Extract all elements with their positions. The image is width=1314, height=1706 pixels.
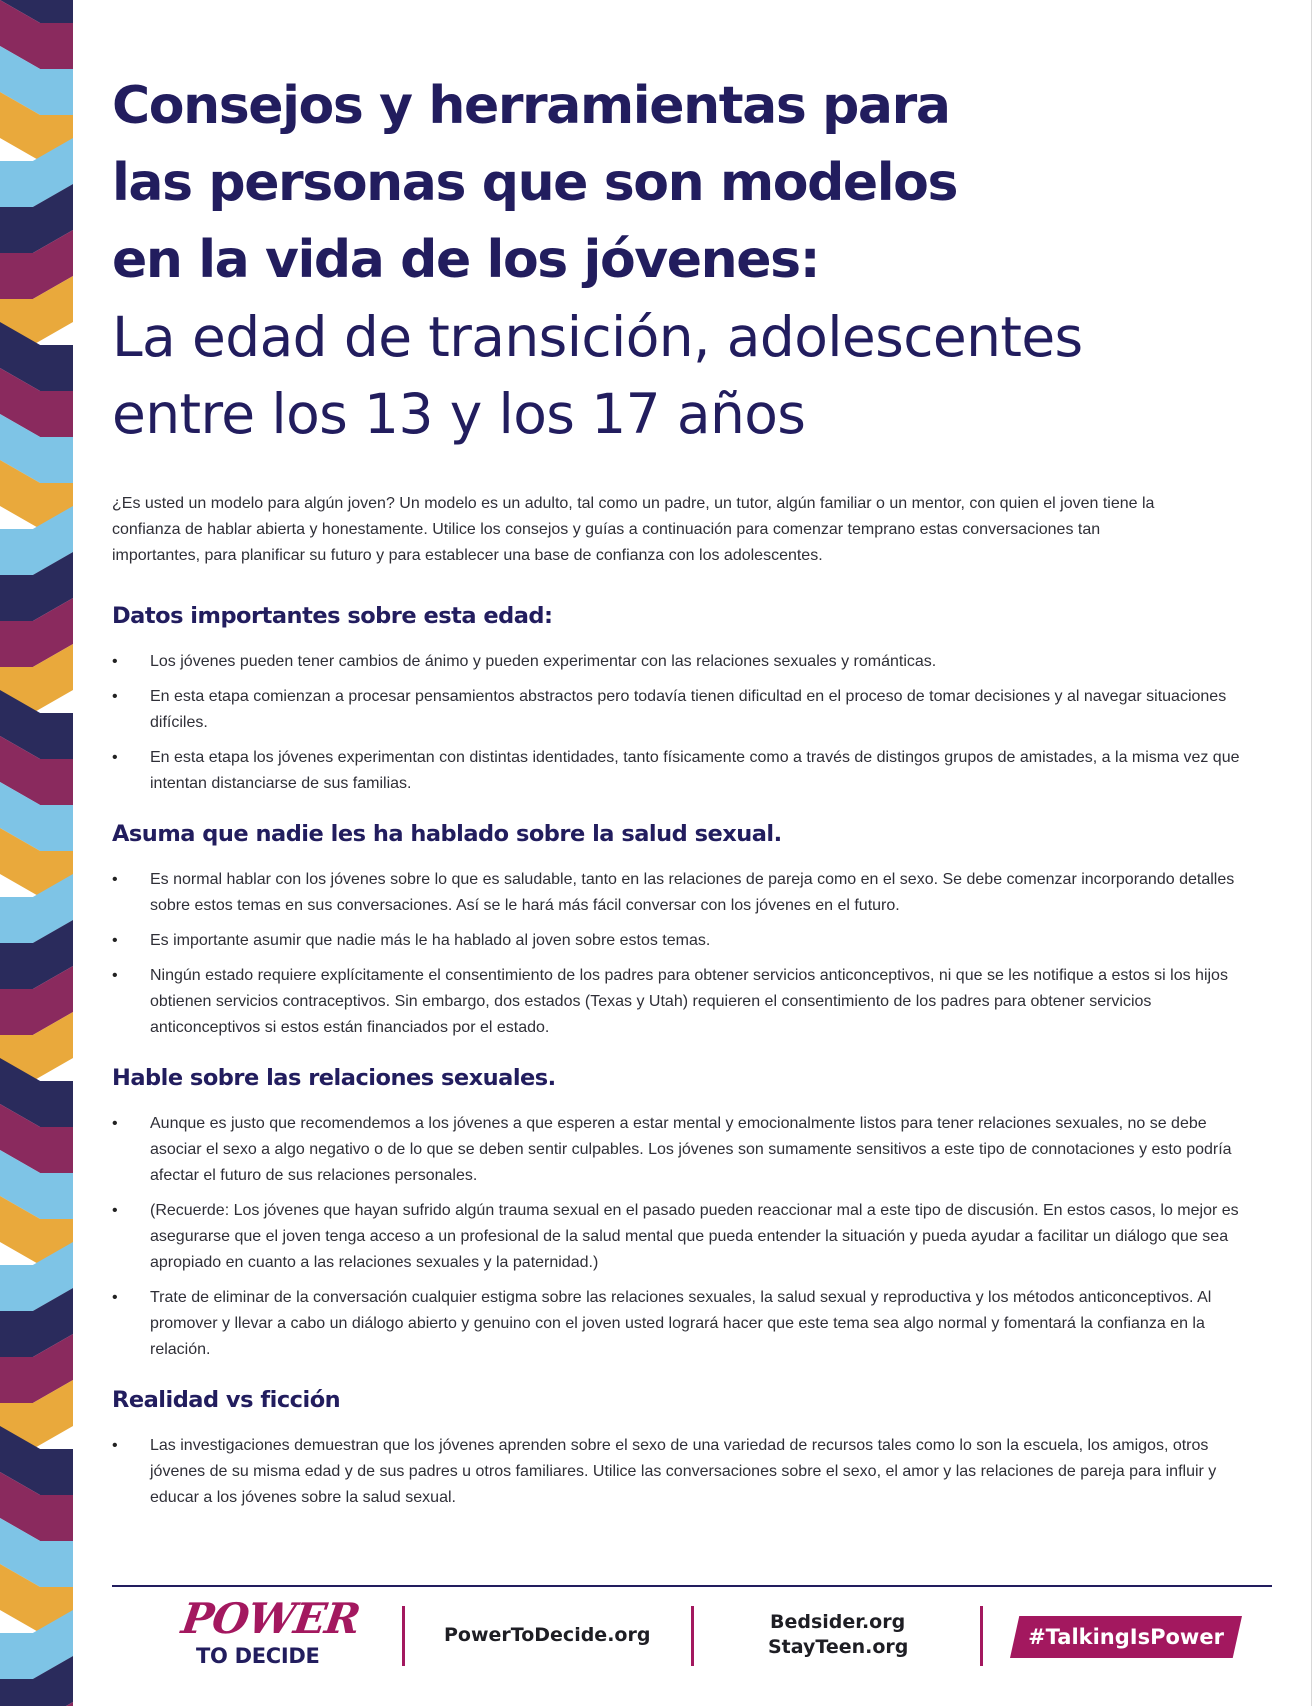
list-item-text: Trate de eliminar de la conversación cualquier estigma sobre las relaciones sexuales, la salud sexual y reproductiva y los métodos anticonceptivos. Al promover y llevar a cabo un diálogo abierto y genuino con el joven usted logrará hacer que este tema sea algo normal y fomentará la confianza en la relación. bbox=[150, 1289, 1212, 1358]
hashtag-text: #TalkingIsPower bbox=[1028, 1625, 1224, 1649]
bullet-icon: • bbox=[112, 688, 118, 705]
bullet-list bbox=[112, 867, 1262, 1041]
list-item bbox=[112, 1433, 1252, 1511]
powertodecide-link[interactable]: PowerToDecide.org bbox=[444, 1624, 651, 1646]
section-heading-salud-sexual: Asuma que nadie les ha hablado sobre la salud sexual. bbox=[112, 821, 782, 847]
bullet-icon: • bbox=[112, 653, 118, 670]
list-item-text: Es importante asumir que nadie más le ha hablado al joven sobre estos temas. bbox=[150, 932, 711, 949]
list-item bbox=[112, 963, 1252, 1041]
list-item bbox=[112, 1111, 1252, 1189]
list-item-text: (Recuerde: Los jóvenes que hayan sufrido algún trauma sexual en el pasado pueden reaccionar mal a este tipo de discusión. En estos casos, lo mejor es asegurarse que el joven tenga acceso a un profesional de la salud mental que pueda entender la situación y pueda ayudar a facilitar un diálogo que sea apropiado en cuanto a las relaciones sexuales y la paternidad.) bbox=[150, 1202, 1239, 1271]
bullet-icon: • bbox=[112, 1115, 118, 1132]
title-line: en la vida de los jóvenes: bbox=[112, 230, 820, 290]
footer-separator bbox=[691, 1606, 694, 1666]
list-item bbox=[112, 684, 1252, 736]
document-body bbox=[112, 68, 1262, 1520]
list-item-text: Las investigaciones demuestran que los jóvenes aprenden sobre el sexo de una variedad de recursos tales como lo son la escuela, los amigos, otros jóvenes de su misma edad y de sus padres u otros familiares. Utilice las conversaciones sobre el sexo, el amor y las relaciones de pareja para influir y educar a los jóvenes sobre la salud sexual. bbox=[150, 1437, 1217, 1506]
bullet-list bbox=[112, 1433, 1262, 1511]
footer bbox=[112, 1594, 1272, 1680]
bullet-icon: • bbox=[112, 1202, 118, 1219]
title-line: las personas que son modelos bbox=[112, 153, 958, 213]
logo-wordmark-top: POWER bbox=[178, 1594, 363, 1643]
list-item bbox=[112, 745, 1252, 797]
list-item bbox=[112, 1198, 1252, 1276]
bullet-list bbox=[112, 649, 1262, 797]
decorative-chevron-stripe bbox=[0, 0, 73, 1706]
intro-paragraph: ¿Es usted un modelo para algún joven? Un modelo es un adulto, tal como un padre, un tutor, algún familiar o un mentor, con quien el joven tiene la confianza de hablar abierta y honestamente. Utilice los consejos y guías a continuación para comenzar temprano estas conversaciones tan importantes, para planificar su futuro y para establecer una base de confianza con los adolescentes. bbox=[112, 495, 1155, 564]
subtitle-line: entre los 13 y los 17 años bbox=[112, 382, 806, 446]
hashtag-badge[interactable] bbox=[1010, 1616, 1242, 1658]
footer-separator bbox=[980, 1606, 983, 1666]
section-heading-datos: Datos importantes sobre esta edad: bbox=[112, 603, 553, 629]
list-item bbox=[112, 867, 1252, 919]
bullet-icon: • bbox=[112, 1437, 118, 1454]
bullet-icon: • bbox=[112, 871, 118, 888]
list-item-text: En esta etapa los jóvenes experimentan con distintas identidades, tanto físicamente como a través de distingos grupos de amistades, a la misma vez que intentan distanciarse de sus familias. bbox=[150, 749, 1240, 792]
document-title bbox=[112, 68, 1262, 453]
list-item-text: Ningún estado requiere explícitamente el consentimiento de los padres para obtener servicios anticonceptivos, ni que se les notifique a estos si los hijos obtienen servicios contraceptivos. Sin embargo, dos estados (Texas y Utah) requieren el consentimiento de los padres para obtener servicios anticonceptivos si estos están financiados por el estado. bbox=[150, 967, 1228, 1036]
bullet-icon: • bbox=[112, 749, 118, 766]
bullet-list bbox=[112, 1111, 1262, 1363]
bedsider-link[interactable]: Bedsider.org bbox=[770, 1611, 906, 1633]
subtitle-line: La edad de transición, adolescentes bbox=[112, 305, 1083, 369]
power-to-decide-logo[interactable] bbox=[178, 1594, 363, 1674]
bullet-icon: • bbox=[112, 932, 118, 949]
list-item-text: Aunque es justo que recomendemos a los jóvenes a que esperen a estar mental y emocionalmente listos para tener relaciones sexuales, no se debe asociar el sexo a algo negativo o de lo que se deben sentir culpables. Los jóvenes son sumamente sensitivos a este tipo de connotaciones y esto podría afectar el futuro de sus relaciones personales. bbox=[150, 1115, 1232, 1184]
list-item bbox=[112, 1285, 1252, 1363]
list-item bbox=[112, 649, 1252, 675]
list-item-text: Es normal hablar con los jóvenes sobre lo que es saludable, tanto en las relaciones de pareja como en el sexo. Se debe comenzar incorporando detalles sobre estos temas en sus conversaciones. Así se le hará más fácil conversar con los jóvenes en el futuro. bbox=[150, 871, 1235, 914]
footer-separator bbox=[402, 1606, 405, 1666]
footer-divider bbox=[112, 1585, 1272, 1587]
section-heading-realidad: Realidad vs ficción bbox=[112, 1387, 341, 1413]
bullet-icon: • bbox=[112, 1289, 118, 1306]
list-item-text: Los jóvenes pueden tener cambios de ánimo y pueden experimentar con las relaciones sexuales y románticas. bbox=[150, 653, 937, 670]
list-item bbox=[112, 928, 1252, 954]
stayteen-link[interactable]: StayTeen.org bbox=[768, 1636, 909, 1658]
section-heading-relaciones: Hable sobre las relaciones sexuales. bbox=[112, 1065, 556, 1091]
list-item-text: En esta etapa comienzan a procesar pensamientos abstractos pero todavía tienen dificultad en el proceso de tomar decisiones y al navegar situaciones difíciles. bbox=[150, 688, 1227, 731]
bullet-icon: • bbox=[112, 967, 118, 984]
title-line: Consejos y herramientas para bbox=[112, 76, 950, 136]
logo-wordmark-bottom: TO DECIDE bbox=[196, 1644, 320, 1668]
